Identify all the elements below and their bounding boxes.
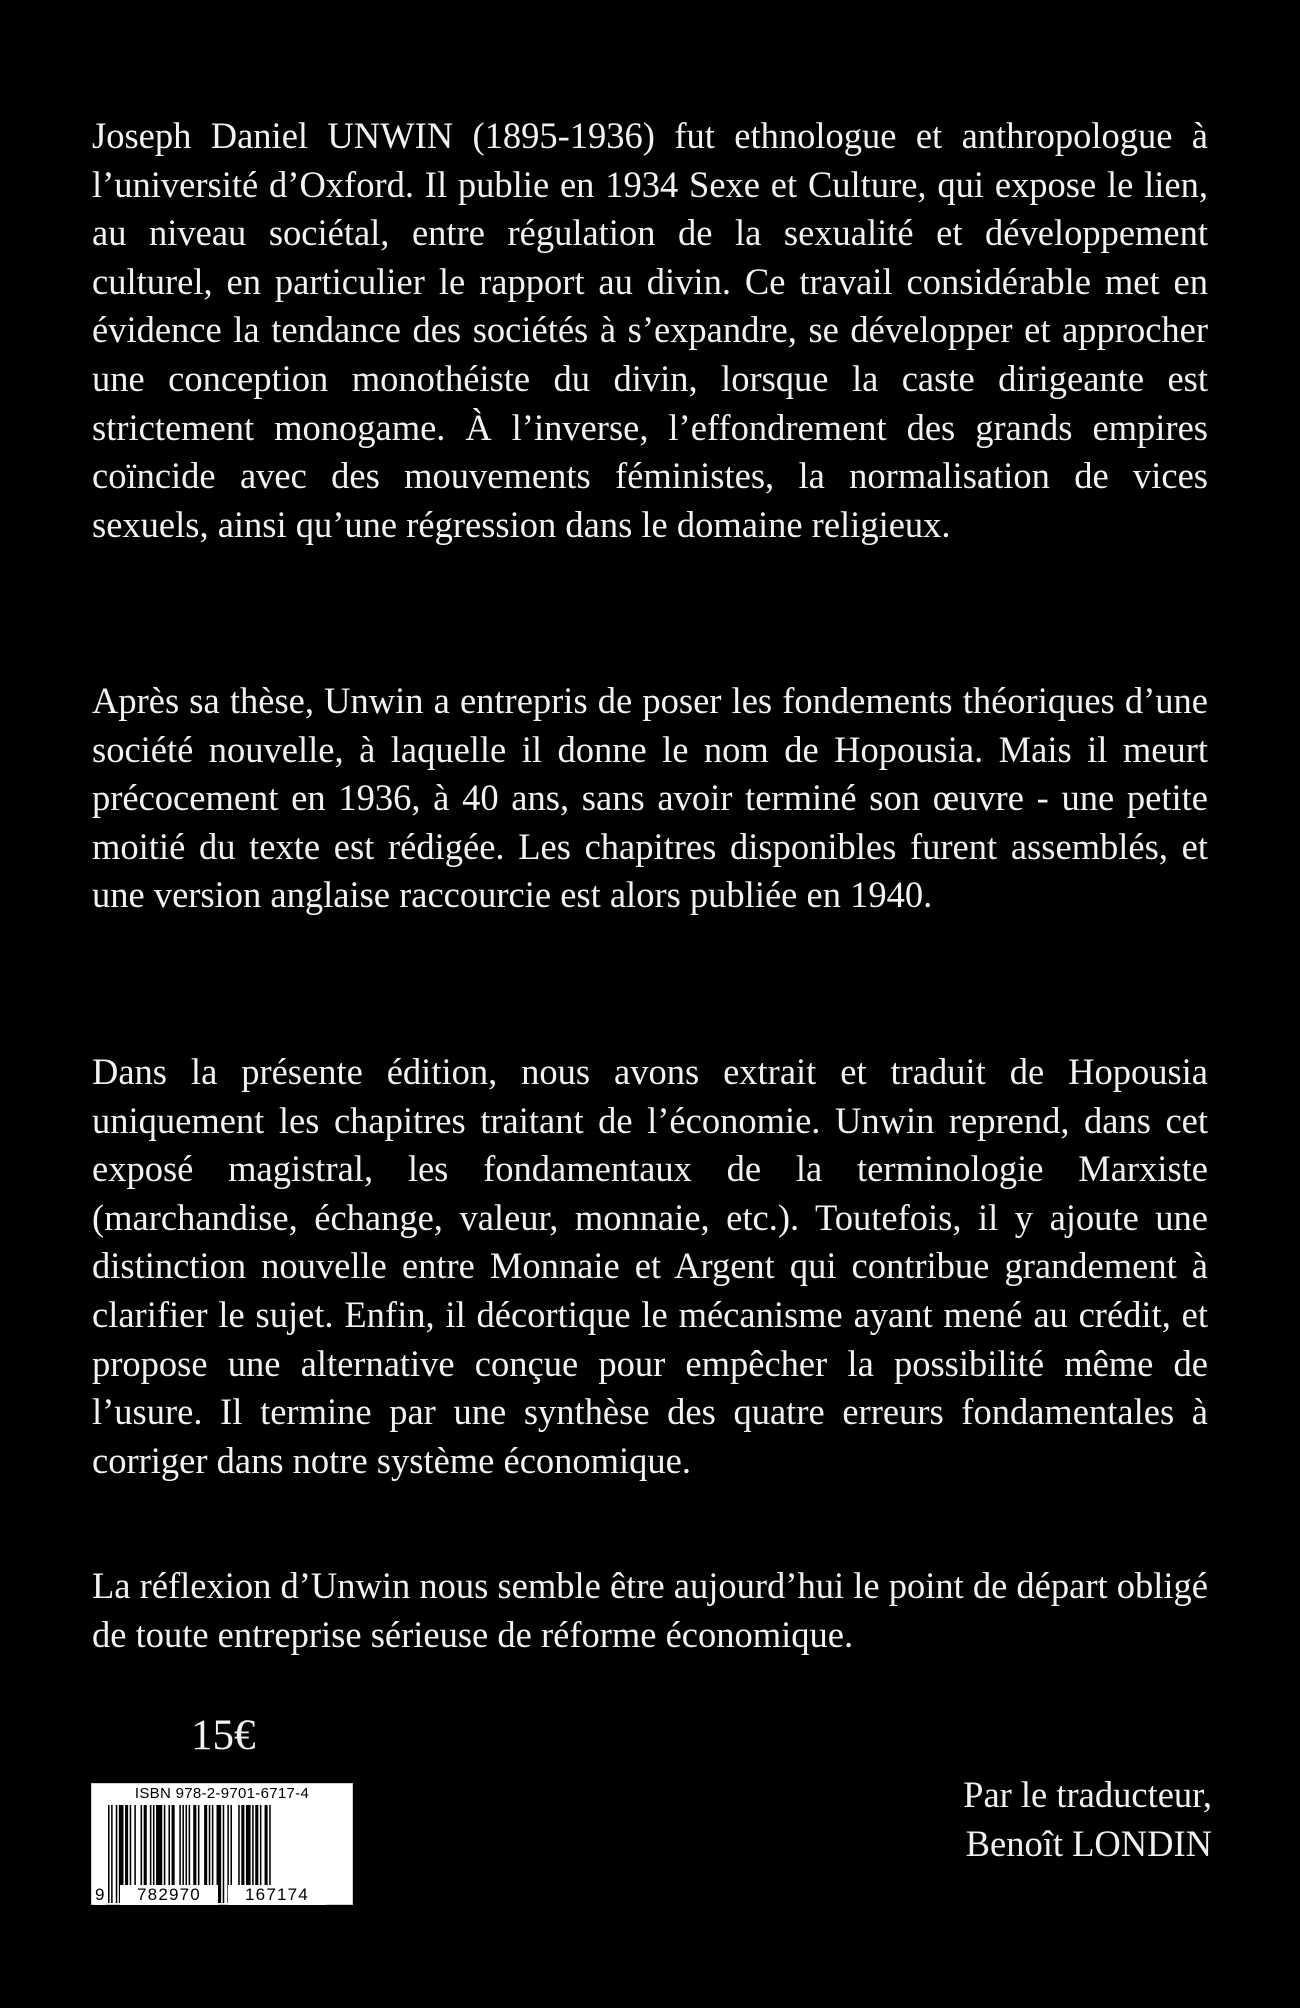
isbn-label: ISBN 978-2-9701-6717-4 xyxy=(134,1785,310,1802)
paragraph-hopousia-history: Après sa thèse, Unwin a entrepris de poser les fondements théoriques d’une société nouvelle, à laquelle il donne le nom de Hopousia. Mais il meurt précocement en 1936, à 40 ans, sans avoir terminé son œuvre - une petite moitié du texte est rédigée. Les chapitres disponibles furent assemblés, et une version anglaise raccourcie est alors publiée en 1940. xyxy=(92,680,1208,916)
paragraph-edition-content: Dans la présente édition, nous avons extrait et traduit de Hopousia uniquement les chapitres traitant de l’économie. Unwin reprend, dans cet exposé magistral, les fondamentaux de la terminologie Marxiste (marchandise, échange, valeur, monnaie, etc.). Toutefois, il y ajoute une distinction nouvelle entre Monnaie et Argent qui contribue grandement à clarifier le sujet. Enfin, il décortique le mécanisme ayant mené au crédit, et propose une alternative conçue pour empêcher la possibilité même de l’usure. Il termine par une synthèse des quatre erreurs fondamentales à corriger dans notre système économique. xyxy=(92,1051,1208,1481)
isbn-barcode xyxy=(91,1783,353,1905)
paragraph-conclusion: La réflexion d’Unwin nous semble être aujourd’hui le point de départ obligé de toute entreprise sérieuse de réforme économique. xyxy=(92,1565,1208,1655)
ean-digit-group-left: 782970 xyxy=(120,1885,218,1905)
ean-digits xyxy=(92,1885,352,1905)
signature-line-role: Par le traducteur, xyxy=(963,1774,1212,1815)
price-label: 15€ xyxy=(191,1712,256,1759)
signature-line-name: Benoît LONDIN xyxy=(965,1823,1212,1864)
ean-digit-first: 9 xyxy=(95,1885,105,1904)
translator-signature xyxy=(963,1770,1212,1868)
paragraph-author-bio: Joseph Daniel UNWIN (1895-1936) fut ethnologue et anthropologue à l’université d’Oxford. Il publie en 1934 Sexe et Culture, qui expose le lien, au niveau sociétal, entre régulation de la sexualité et développement culturel, en particulier le rapport au divin. Ce travail considérable met en évidence la tendance des sociétés à s’expandre, se développer et approcher une conception monothéiste du divin, lorsque la caste dirigeante est strictement monogame. À l’inverse, l’effondrement des grands empires coïncide avec des mouvements féministes, la normalisation de vices sexuels, ainsi qu’une régression dans le domaine religieux. xyxy=(92,115,1208,545)
ean-digit-group-right: 167174 xyxy=(228,1885,326,1905)
